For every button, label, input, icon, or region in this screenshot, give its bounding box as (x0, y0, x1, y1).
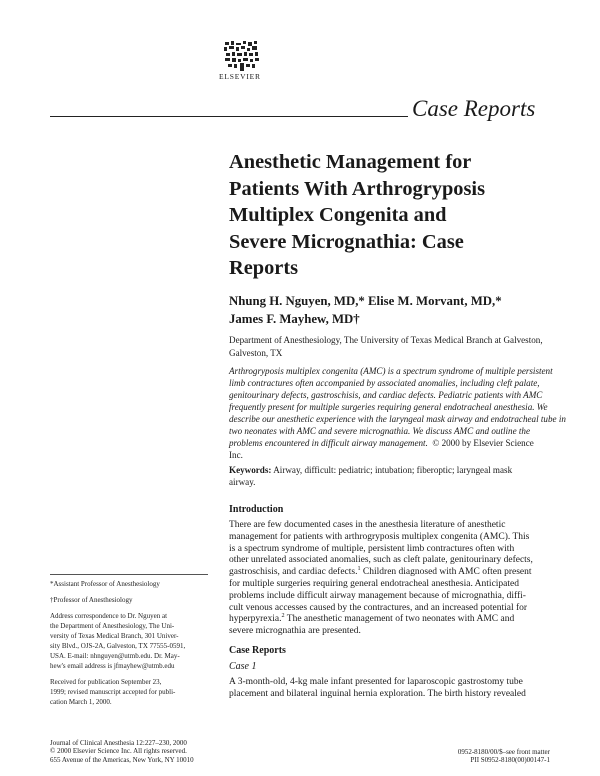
introduction-body (229, 520, 569, 638)
elsevier-tree-logo-icon (222, 40, 262, 72)
footnote-rule (50, 574, 208, 575)
body-line-text: The anesthetic management of two neonates with AMC and (284, 614, 515, 625)
footnote-line: Received for publication September 23, (50, 678, 162, 686)
abstract-line: Arthrogryposis multiplex congenita (AMC) is a spectrum syndrome of multiple persistent (229, 366, 553, 376)
title-line: Multiplex Congenita and (229, 204, 447, 227)
body-line (229, 614, 569, 626)
abstract-line-with-copyright (229, 437, 559, 449)
footnote-line: versity of Texas Medical Branch, 301 Univer- (50, 632, 179, 640)
footnote-line: the Department of Anesthesiology, The Uni- (50, 622, 175, 630)
body-line: severe micrognathia are presented. (229, 626, 361, 637)
footer-line: Journal of Clinical Anesthesia 12:227–230, 2000 (50, 739, 187, 747)
body-line: A 3-month-old, 4-kg male infant presented for laparoscopic gastrostomy tube (229, 677, 523, 687)
footnote-line: hew's email address is jfmayhew@utmb.edu (50, 662, 175, 670)
footer-line: © 2000 Elsevier Science Inc. All rights reserved. (50, 747, 187, 756)
footnote-line: USA. E-mail: nhnguyen@utmb.edu. Dr. May- (50, 652, 180, 660)
issn-footer (458, 748, 550, 765)
body-line: There are few documented cases in the anesthesia literature of anesthetic (229, 520, 506, 530)
affiliation (229, 334, 559, 359)
keywords-text: Airway, difficult: pediatric; intubation; fiberoptic; laryngeal mask (273, 465, 513, 475)
article-title (229, 149, 559, 282)
keywords-line: airway. (229, 477, 256, 487)
abstract-line: describe our anesthetic experience with the laryngeal mask airway and endotracheal tube in (229, 414, 566, 424)
body-line: problems include difficult airway management because of micrognathia, diffi- (229, 590, 526, 601)
footnote-received (50, 677, 215, 707)
author-list (229, 292, 569, 328)
abstract (229, 365, 566, 461)
case-reports-heading: Case Reports (229, 645, 286, 656)
body-line (229, 567, 569, 579)
abstract-line: limb contractures often accompanied by associated anomalies, including cleft palate, (229, 378, 540, 388)
keywords (229, 464, 559, 488)
abstract-line: frequently present for multiple surgeries requiring general endotracheal anesthesia. We (229, 402, 548, 412)
title-line: Reports (229, 257, 299, 280)
footer-line: PII S0952-8180(00)00147-1 (470, 756, 550, 765)
title-line: Severe Micrognathia: Case (229, 230, 464, 253)
keywords-line (229, 464, 559, 476)
keywords-label: Keywords: (229, 465, 272, 475)
body-line: placement and bilateral inguinal hernia exploration. The birth history revealed (229, 688, 526, 699)
author-line: Nhung H. Nguyen, MD,* Elise M. Morvant, MD,* (229, 294, 502, 308)
body-line: cult venous accesses caused by the contractures, and an increased potential for (229, 602, 528, 613)
body-line: for multiple surgeries requiring general endotracheal anesthesia. Anticipated (229, 578, 519, 589)
footnote-line: sity Blvd., OJS-2A, Galveston, TX 77555-0591, (50, 642, 186, 650)
body-line: is a spectrum syndrome of multiple, persistent limb contractures often with (229, 543, 515, 554)
footnote-line: †Professor of Anesthesiology (50, 596, 133, 604)
body-line-text: hyperpyrexia. (229, 614, 282, 625)
footer-line: 0952-8180/00/$–see front matter (457, 748, 550, 756)
footnote (50, 579, 215, 589)
publisher-logo-text: ELSEVIER (219, 72, 261, 81)
footnote-correspondence (50, 611, 215, 671)
footnote (50, 595, 215, 605)
body-line: other unrelated associated anomalies, such as cleft palate, genitourinary defects, (229, 555, 533, 566)
affiliation-line: Department of Anesthesiology, The University of Texas Medical Branch at Galveston, (229, 335, 543, 345)
author-line: James F. Mayhew, MD† (229, 312, 360, 326)
abstract-line: problems encountered in difficult airway management. (229, 438, 428, 448)
abstract-line: genitourinary defects, gastroschisis, and cardiac defects. Pediatric patients with AMC (229, 390, 543, 400)
citation-ref: 1 (357, 566, 361, 573)
abstract-line: two neonates with AMC and severe micrognathia. We discuss AMC and outline the (229, 426, 530, 436)
footnotes (50, 574, 215, 713)
footnote-line: cation March 1, 2000. (50, 698, 112, 706)
title-line: Anesthetic Management for (229, 151, 472, 173)
case-1-body (229, 677, 569, 701)
footnote-line: 1999; revised manuscript accepted for publi- (50, 688, 176, 696)
footnote-line: Address correspondence to Dr. Nguyen at (50, 612, 168, 620)
case-1-subheading: Case 1 (229, 661, 257, 672)
body-line: management for patients with arthrogryposis multiplex congenita (AMC). This (229, 531, 530, 542)
abstract-copyright: © 2000 by Elsevier Science (432, 438, 534, 448)
footer-line: 655 Avenue of the Americas, New York, NY 10010 (50, 755, 194, 764)
title-line: Patients With Arthrogryposis (229, 177, 486, 200)
introduction-heading: Introduction (229, 504, 284, 515)
header-rule (50, 116, 408, 117)
journal-footer (50, 739, 194, 764)
affiliation-line: Galveston, TX (229, 347, 283, 358)
footnote-line: *Assistant Professor of Anesthesiology (50, 580, 160, 588)
abstract-copyright-end: Inc. (229, 450, 243, 460)
body-line-text: Children diagnosed with AMC often present (360, 567, 532, 578)
citation-ref: 2 (281, 613, 285, 620)
section-label: Case Reports (412, 96, 536, 121)
body-line-text: gastroschisis, and cardiac defects. (229, 567, 358, 578)
